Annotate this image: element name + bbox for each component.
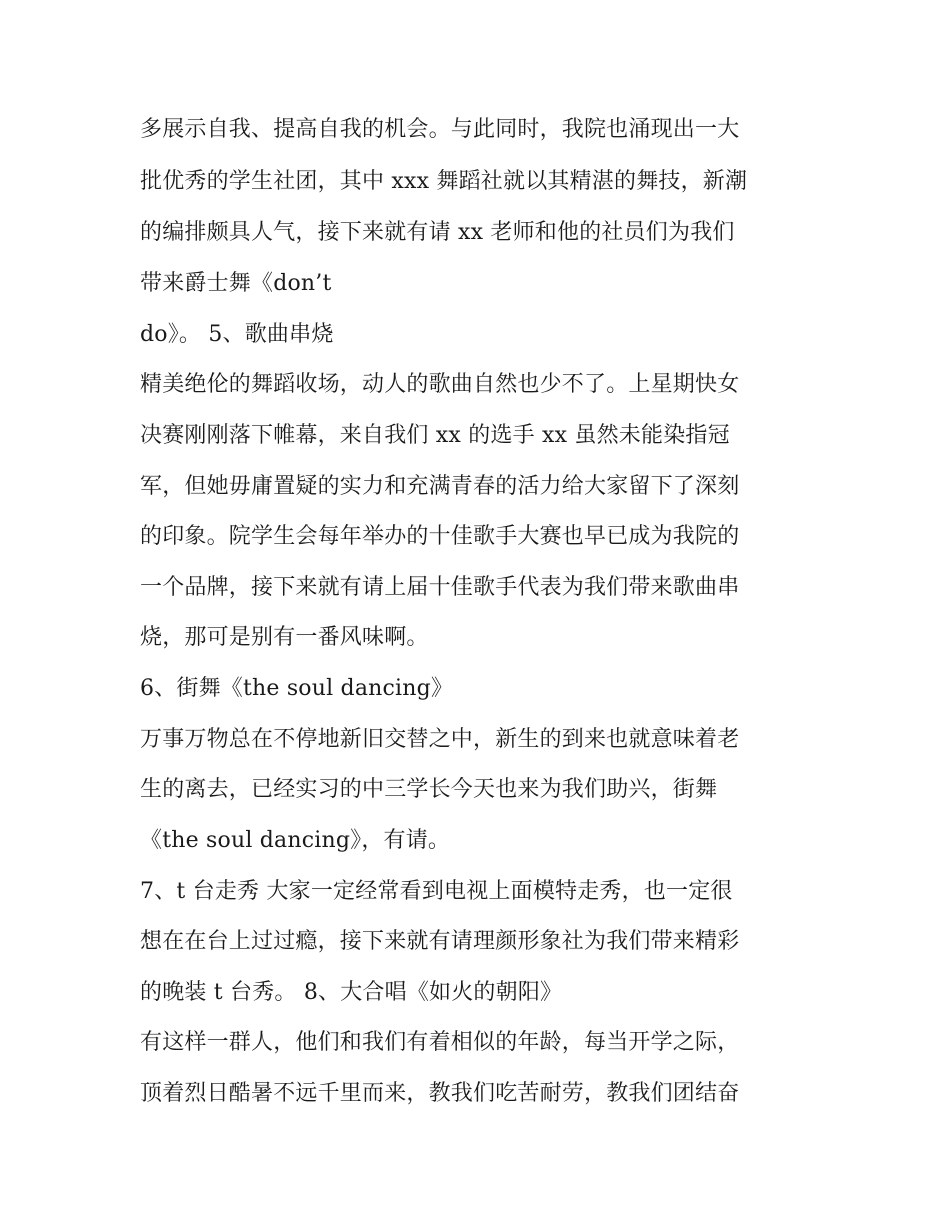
text-line: 决赛刚刚落下帷幕，来自我们 xx 的选手 xx 虽然未能染指冠 [140,423,730,448]
text-line: 7、t 台走秀 大家一定经常看到电视上面模特走秀，也一定很 [140,879,733,904]
text-line: 带来爵士舞《don’t [140,271,332,296]
text-line: 顶着烈日酷暑不远千里而来，教我们吃苦耐劳，教我们团结奋 [140,1081,740,1106]
text-line: 的编排颇具人气，接下来就有请 xx 老师和他的社员们为我们 [140,220,735,245]
section-heading: 6、街舞《the soul dancing》 [140,676,454,701]
text-line: 《the soul dancing》，有请。 [140,828,451,853]
text-line: 生的离去，已经实习的中三学长今天也来为我们助兴，街舞 [140,777,718,802]
text-line: 的晚装 t 台秀。 8、大合唱《如火的朝阳》 [140,980,563,1005]
text-line: 有这样一群人，他们和我们有着相似的年龄，每当开学之际， [140,1030,740,1055]
text-line: 想在在台上过过瘾，接下来就有请理颜形象社为我们带来精彩 [140,929,740,954]
text-line: 烧，那可是别有一番风味啊。 [140,625,429,650]
text-line: 军，但她毋庸置疑的实力和充满青春的活力给大家留下了深刻 [140,474,740,499]
text-line: 万事万物总在不停地新旧交替之中，新生的到来也就意味着老 [140,727,740,752]
text-line: 一个品牌，接下来就有请上届十佳歌手代表为我们带来歌曲串 [140,575,740,600]
text-line: 多展示自我、提高自我的机会。与此同时，我院也涌现出一大 [140,117,740,142]
text-line: 的印象。院学生会每年举办的十佳歌手大赛也早已成为我院的 [140,524,740,549]
text-line: do》。 5、歌曲串烧 [140,322,334,347]
text-line: 批优秀的学生社团，其中 xxx 舞蹈社就以其精湛的舞技，新潮 [140,169,748,194]
text-line: 精美绝伦的舞蹈收场，动人的歌曲自然也少不了。上星期快女 [140,372,740,397]
